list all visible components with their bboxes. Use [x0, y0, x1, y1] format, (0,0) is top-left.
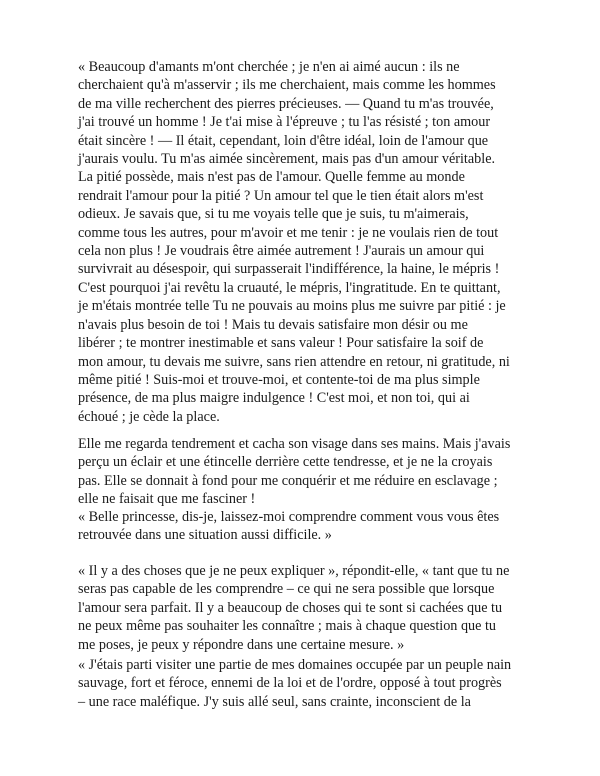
paragraph-1: [78, 58, 528, 426]
text-line: Elle me regarda tendrement et cacha son visage dans ses mains. Mais j'avais: [78, 436, 511, 452]
text-line: pas. Elle se donnait à fond pour me conquérir et me réduire en esclavage ;: [78, 472, 498, 489]
text-line: perçu un éclair et une étincelle derrière cette tendresse, et je ne la croyais: [78, 454, 493, 471]
text-line: échoué ; je cède la place.: [78, 408, 220, 425]
text-line: cela non plus ! Je voudrais être aimée autrement ! J'aurais un amour qui: [78, 243, 485, 260]
text-line: sauvage, fort et féroce, ennemi de la loi et de l'ordre, opposé à tout progrès: [78, 675, 502, 692]
text-line: ne peux même pas souhaiter les connaître ; mais à chaque question que tu: [78, 618, 497, 635]
text-line: « Belle princesse, dis-je, laissez-moi comprendre comment vous vous êtes: [78, 509, 500, 525]
paragraph-3: [78, 508, 528, 545]
text-line: libérer ; te montrer inestimable et sans valeur ! Pour satisfaire la soif de: [78, 335, 484, 352]
text-line: – une race maléfique. J'y suis allé seul, sans crainte, inconscient de la: [78, 693, 471, 710]
text-line: même pitié ! Suis-moi et trouve-moi, et contente-toi de ma plus simple: [78, 371, 480, 388]
text-line: comme tous les autres, pour m'avoir et me tenir : je ne voulais rien de tout: [78, 224, 499, 241]
text-line: me poses, je peux y répondre dans une certaine mesure. »: [78, 636, 405, 653]
text-line: je m'étais montrée telle Tu ne pouvais au moins plus me suivre par pitié : je: [78, 298, 506, 315]
text-line: mon amour, tu devais me suivre, sans rien attendre en retour, ni gratitude, ni: [78, 353, 510, 370]
text-line: elle ne faisait que me fasciner !: [78, 491, 256, 508]
text-line: j'ai trouvé un homme ! Je t'ai mise à l'épreuve ; tu l'as résisté ; ton amour: [78, 114, 491, 131]
text-line: « J'étais parti visiter une partie de mes domaines occupée par un peuple nain: [78, 657, 512, 673]
text-line: La pitié possède, mais n'est pas de l'amour. Quelle femme au monde: [78, 169, 465, 186]
paragraph-4: [78, 562, 528, 654]
text-line: odieux. Je savais que, si tu me voyais telle que je suis, tu m'aimerais,: [78, 206, 469, 223]
text-line: retrouvée dans une situation aussi difficile. »: [78, 527, 332, 544]
paragraph-5: [78, 656, 528, 711]
text-line: j'aurais voulu. Tu m'as aimée sincèrement, mais pas d'un amour véritable.: [78, 151, 496, 168]
text-line: cherchaient qu'à m'asservir ; ils me cherchaient, mais comme les hommes: [78, 77, 496, 94]
text-line: n'avais plus besoin de toi ! Mais tu devais satisfaire mon désir ou me: [78, 316, 468, 333]
text-line: C'est pourquoi j'ai revêtu la cruauté, le mépris, l'ingratitude. En te quittant,: [78, 279, 501, 296]
text-line: était sincère ! — Il était, cependant, loin d'être idéal, loin de l'amour que: [78, 132, 489, 149]
text-line: de ma ville recherchent des pierres précieuses. — Quand tu m'as trouvée,: [78, 95, 494, 112]
text-line: survivrait au désespoir, qui surpasserait l'indifférence, la haine, le mépris !: [78, 261, 500, 278]
text-line: seras pas capable de les comprendre – ce qui ne sera possible que lorsque: [78, 581, 495, 598]
text-line: présence, de ma plus maigre indulgence ! C'est moi, et non toi, qui ai: [78, 390, 470, 407]
text-line: l'amour sera parfait. Il y a beaucoup de choses qui te sont si cachées que tu: [78, 599, 503, 616]
text-line: « Il y a des choses que je ne peux expliquer », répondit-elle, « tant que tu ne: [78, 563, 510, 579]
text-line: rendrait l'amour pour la pitié ? Un amour tel que le tien était alors m'est: [78, 187, 484, 204]
paragraph-2: [78, 435, 528, 509]
text-line: « Beaucoup d'amants m'ont cherchée ; je n'en ai aimé aucun : ils ne: [78, 59, 460, 75]
